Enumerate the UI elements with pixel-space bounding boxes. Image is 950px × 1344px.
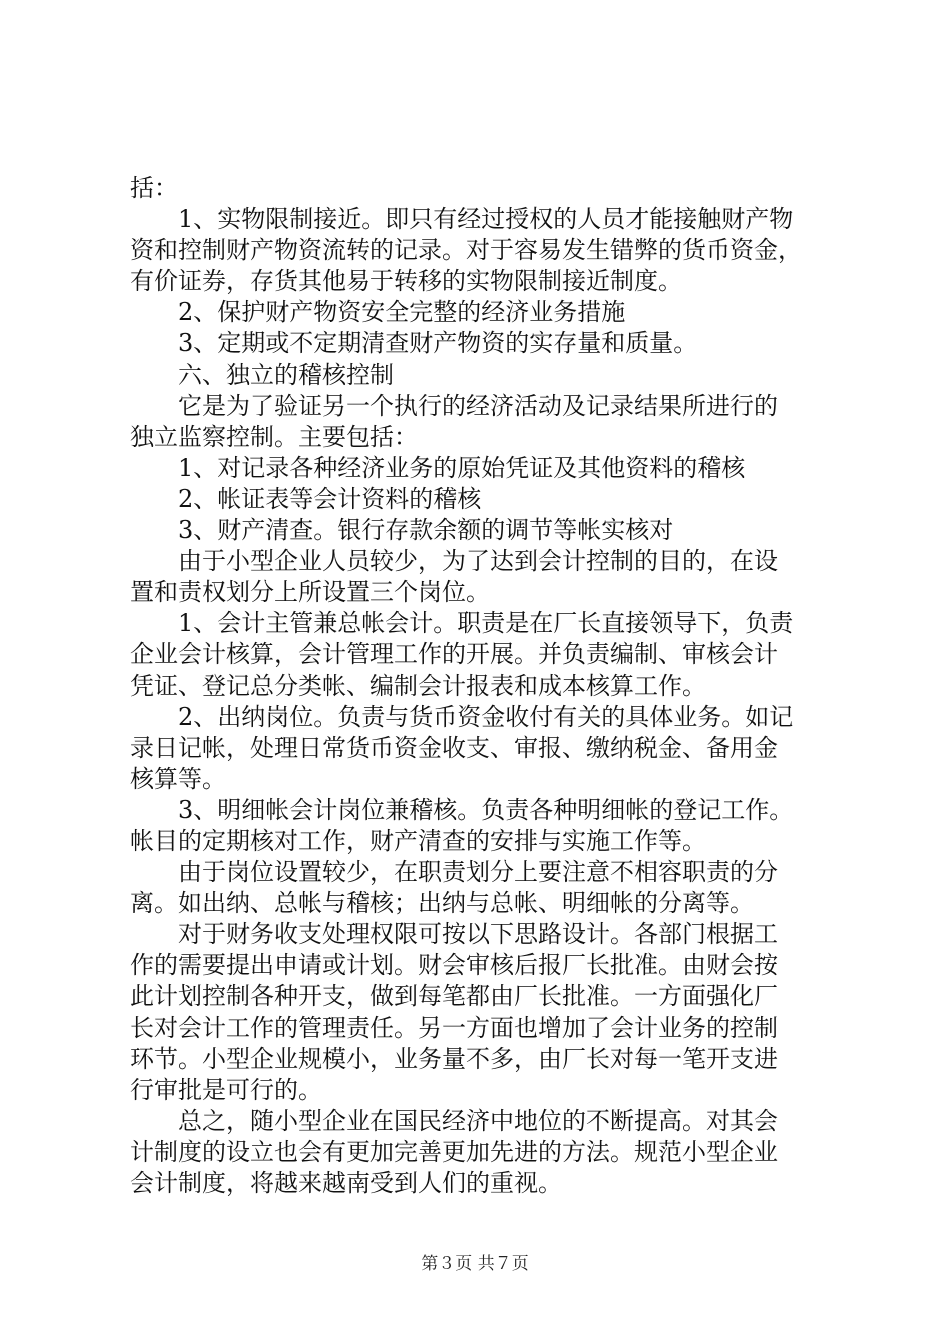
text-line: 由于小型企业人员较少，为了达到会计控制的目的，在设 <box>130 547 778 576</box>
text-line: 录日记帐，处理日常货币资金收支、审报、缴纳税金、备用金 <box>130 733 778 762</box>
text-line: 1、实物限制接近。即只有经过授权的人员才能接触财产物 <box>130 205 794 234</box>
text-line: 它是为了验证另一个执行的经济活动及记录结果所进行的 <box>130 391 778 420</box>
text-line: 行审批是可行的。 <box>130 1075 322 1104</box>
text-line: 离。如出纳、总帐与稽核；出纳与总帐、明细帐的分离等。 <box>130 889 754 918</box>
document-body <box>130 173 840 1199</box>
text-line: 凭证、登记总分类帐、编制会计报表和成本核算工作。 <box>130 671 706 700</box>
text-line: 对于财务收支处理权限可按以下思路设计。各部门根据工 <box>130 920 778 949</box>
text-line: 3、明细帐会计岗位兼稽核。负责各种明细帐的登记工作。 <box>130 795 794 824</box>
text-line: 有价证券，存货其他易于转移的实物限制接近制度。 <box>130 267 682 296</box>
text-line: 计制度的设立也会有更加完善更加先进的方法。规范小型企业 <box>130 1137 778 1166</box>
text-line: 1、对记录各种经济业务的原始凭证及其他资料的稽核 <box>130 453 746 482</box>
text-line: 括： <box>130 174 178 202</box>
text-line: 环节。小型企业规模小，业务量不多，由厂长对每一笔开支进 <box>130 1044 778 1073</box>
text-line: 核算等。 <box>130 764 226 793</box>
text-line: 六、独立的稽核控制 <box>130 360 394 389</box>
text-line: 长对会计工作的管理责任。另一方面也增加了会计业务的控制 <box>130 1013 778 1042</box>
text-line: 3、定期或不定期清查财产物资的实存量和质量。 <box>130 329 698 358</box>
text-line: 1、会计主管兼总帐会计。职责是在厂长直接领导下，负责 <box>130 609 794 638</box>
text-line: 帐目的定期核对工作，财产清查的安排与实施工作等。 <box>130 826 706 855</box>
text-line: 独立监察控制。主要包括： <box>130 422 418 451</box>
text-line: 此计划控制各种开支，做到每笔都由厂长批准。一方面强化厂 <box>130 982 778 1011</box>
text-line: 资和控制财产物资流转的记录。对于容易发生错弊的货币资金， <box>130 236 802 265</box>
text-line: 会计制度，将越来越南受到人们的重视。 <box>130 1169 562 1197</box>
text-line: 总之，随小型企业在国民经济中地位的不断提高。对其会 <box>130 1106 778 1135</box>
text-line: 作的需要提出申请或计划。财会审核后报厂长批准。由财会按 <box>130 951 778 980</box>
text-line: 3、财产清查。银行存款余额的调节等帐实核对 <box>130 516 674 545</box>
text-line: 由于岗位设置较少，在职责划分上要注意不相容职责的分 <box>130 858 778 887</box>
text-line: 2、帐证表等会计资料的稽核 <box>130 484 482 513</box>
text-line: 2、保护财产物资安全完整的经济业务措施 <box>130 298 626 327</box>
text-line: 2、出纳岗位。负责与货币资金收付有关的具体业务。如记 <box>130 702 794 731</box>
page-footer: 第３页 共７页 <box>421 1254 529 1274</box>
text-line: 企业会计核算，会计管理工作的开展。并负责编制、审核会计 <box>130 640 778 669</box>
text-line: 置和责权划分上所设置三个岗位。 <box>130 578 490 607</box>
